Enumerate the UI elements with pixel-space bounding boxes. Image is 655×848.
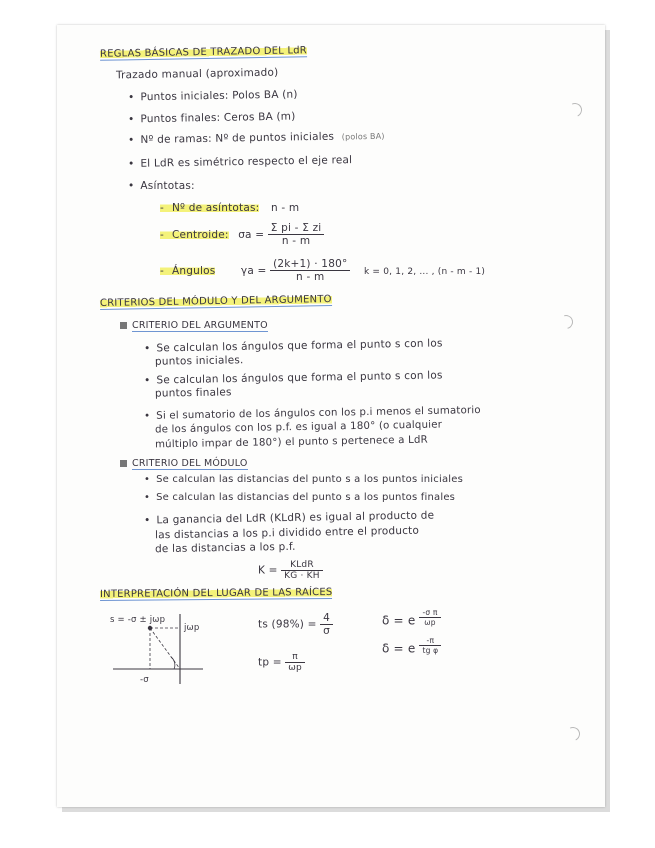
angulos-fraction (270, 258, 350, 283)
centroide-lhs: σa = (238, 228, 265, 241)
section-subtitle: Trazado manual (aproximado) (115, 66, 279, 82)
tp-formula (258, 652, 305, 673)
argumento-line: puntos finales (154, 386, 232, 400)
overshoot-2-lhs: δ = e (382, 641, 416, 656)
radius-line (150, 628, 180, 669)
centroide-fraction (268, 222, 325, 247)
overshoot-2-exponent (419, 636, 441, 655)
criterio-modulo-title: CRITERIO DEL MÓDULO (132, 458, 248, 469)
checkbox-icon (120, 322, 127, 329)
tp-numerator: π (285, 652, 305, 663)
point-label: s = -σ ± jωp (110, 615, 166, 625)
argumento-line: de los ángulos con los p.f. es igual a 180° (o cualquier (154, 419, 443, 436)
modulo-formula-numerator: KLdR (281, 560, 323, 571)
overshoot-2-denominator: tg φ (422, 646, 439, 655)
section-title-reglas: REGLAS BÁSICAS DE TRAZADO DEL LdR (99, 45, 307, 60)
rule-note: (polos BA) (341, 131, 385, 142)
modulo-line: • La ganancia del LdR (KLdR) es igual al producto de (144, 509, 434, 526)
modulo-line: • Se calculan las distancias del punto s a los puntos iniciales (144, 474, 463, 485)
rule-item: • Nº de ramas: Nº de puntos iniciales (128, 131, 334, 147)
modulo-line: • Se calculan las distancias del punto s a los puntos finales (144, 492, 455, 503)
centroide-label: - Centroide: (160, 229, 229, 241)
modulo-line: de las distancias a los p.f. (154, 540, 296, 556)
overshoot-1-numerator: -σ π (419, 608, 440, 618)
asintotas-centroide (160, 222, 324, 247)
asintotas-angulos (160, 258, 485, 283)
angulos-label: - Ángulos (160, 265, 215, 277)
angulos-numerator: (2k+1) · 180° (270, 258, 350, 271)
criterio-argumento-heading (120, 320, 268, 331)
overshoot-2-fraction (419, 636, 441, 655)
overshoot-formula-1 (382, 608, 441, 628)
asintotas-numero-value: n - m (270, 202, 300, 214)
ts-fraction (320, 612, 333, 637)
overshoot-2-numerator: -π (419, 636, 441, 646)
overshoot-1-fraction (419, 608, 440, 627)
ts-lhs: ts (98%) = (258, 618, 317, 631)
ts-numerator: 4 (320, 612, 333, 625)
overshoot-formula-2 (382, 636, 441, 656)
angulos-k-range: k = 0, 1, 2, ... , (n - m - 1) (363, 266, 486, 277)
modulo-formula-denominator: KG · KH (284, 571, 320, 581)
argumento-line: puntos iniciales. (154, 354, 244, 368)
modulo-formula-fraction (281, 560, 323, 581)
tp-denominator: ωp (288, 663, 302, 673)
overshoot-1-lhs: δ = e (382, 613, 416, 628)
argumento-line: • Se calculan los ángulos que forma el punto s con los (144, 337, 443, 354)
centroide-denominator: n - m (281, 235, 311, 247)
modulo-formula (258, 560, 323, 581)
angulos-denominator: n - m (296, 271, 325, 283)
checkbox-icon (120, 460, 127, 467)
angulos-lhs: γa = (240, 264, 267, 277)
overshoot-1-denominator: ωp (424, 618, 436, 627)
rule-item: • El LdR es simétrico respecto el eje real (128, 154, 352, 170)
rule-item: • Asíntotas: (128, 180, 195, 192)
argumento-line: múltiplo impar de 180°) el punto s pertenece a LdR (154, 434, 428, 451)
modulo-line: las distancias a los p.i dividido entre el producto (154, 524, 420, 542)
section-title-criterios: CRITERIOS DEL MÓDULO Y DEL ARGUMENTO (99, 293, 332, 310)
tp-lhs: tp = (258, 656, 282, 669)
argumento-line: • Si el sumatorio de los ángulos con los p.i menos el sumatorio (144, 405, 481, 422)
tp-fraction (285, 652, 305, 673)
overshoot-1-exponent (419, 608, 440, 627)
asintotas-numero-label: - Nº de asíntotas: (160, 202, 259, 214)
ts-denominator: σ (323, 625, 331, 637)
section-title-interpretacion: INTERPRETACIÓN DEL LUGAR DE LAS RAÍCES (99, 586, 333, 601)
rule-item: • Puntos iniciales: Polos BA (n) (128, 89, 298, 104)
jw-label: jωp (184, 623, 200, 633)
modulo-formula-lhs: K = (258, 564, 278, 577)
argumento-line: • Se calculan los ángulos que forma el punto s con los (144, 369, 443, 386)
angle-arc (171, 657, 175, 669)
sigma-label: -σ (140, 675, 149, 685)
criterio-argumento-title: CRITERIO DEL ARGUMENTO (132, 320, 268, 331)
asintotas-numero (160, 202, 299, 214)
rule-item: • Puntos finales: Ceros BA (m) (128, 111, 296, 126)
centroide-numerator: Σ pi - Σ zi (268, 222, 325, 235)
ts-formula (258, 612, 333, 637)
criterio-modulo-heading (120, 458, 248, 469)
